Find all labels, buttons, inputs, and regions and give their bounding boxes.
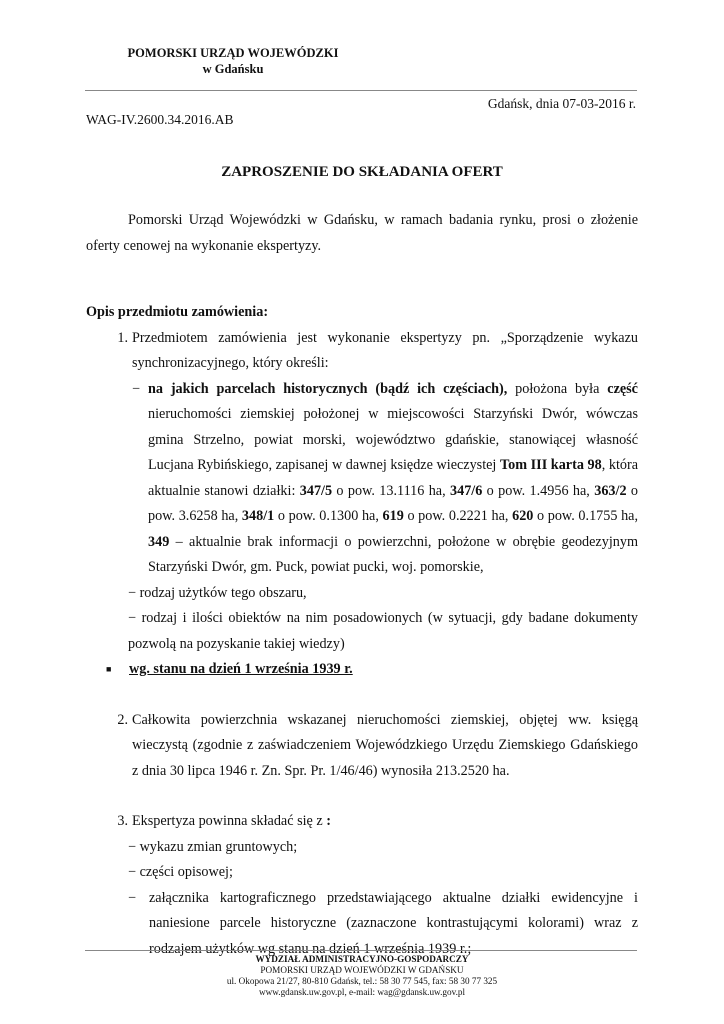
office-name: POMORSKI URZĄD WOJEWÓDZKI [127, 46, 339, 60]
intro-paragraph: Pomorski Urząd Wojewódzki w Gdańsku, w ramach badania rynku, prosi o złożenie oferty cenowej na wykonanie ekspertyzy. [86, 212, 638, 254]
footer-divider [85, 950, 637, 951]
list-item-number: 3. [117, 813, 128, 829]
reference-number: WAG-IV.2600.34.2016.AB [86, 112, 234, 127]
square-bullet-icon: ■ [106, 664, 112, 674]
office-header [98, 45, 368, 77]
list-item-text: Przedmiotem zamówienia jest wykonanie ekspertyzy pn. „Sporządzenie wykazu synchronizacyjnego, który określi: [132, 329, 638, 371]
bold-text: Tom III karta 98 [499, 457, 602, 473]
footer-address: ul. Okopowa 21/27, 80-810 Gdańsk, tel.: 58 30 77 545, fax: 58 30 77 325 [226, 976, 498, 986]
list-item-text: Ekspertyza powinna składać się z : [132, 813, 331, 829]
sub-item-objects: − rodzaj i ilości obiektów na nim posadowionych (w sytuacji, gdy badane dokumenty pozwolą na pozyskanie takiej wiedzy) [128, 610, 639, 652]
footer [0, 954, 724, 998]
footer-web: www.gdansk.uw.gov.pl, e-mail: wag@gdansk.uw.gov.pl [258, 987, 466, 997]
dash-mark: − [132, 380, 141, 397]
document-date: Gdańsk, dnia 07-03-2016 r. [487, 96, 636, 111]
list-item-3 [86, 809, 638, 962]
sub-item-description: − części opisowej; [128, 864, 233, 880]
document-body [86, 208, 638, 962]
sub-item-map: − załącznika kartograficznego przedstawiającego aktualne działki ewidencyjne i naniesione parcele historyczne (zaznaczone kontrastującymi kolorami) wraz z rodzajem użytków wg stanu na dzień 1 września 1939 r.; [128, 889, 638, 957]
header-divider [85, 90, 637, 91]
sub-item-land-use: − rodzaj użytków tego obszaru, [128, 584, 307, 601]
bullet-text: wg. stanu na dzień 1 września 1939 r. [129, 661, 353, 677]
list-item-number: 1. [117, 329, 128, 346]
list-item-text: Całkowita powierzchnia wskazanej nieruchomości ziemskiej, objętej ww. księgą wieczystą (zgodnie z zaświadczeniem Wojewódzkiego Urzędu Ziemskiego Gdańskiego z dnia 30 lipca 1946 r. Zn. Spr. Pr. 1/46/46) wynosiła 213.2520 ha. [132, 711, 638, 779]
list-item-1 [86, 326, 638, 658]
page-title: ZAPROSZENIE DO SKŁADANIA OFERT [221, 164, 503, 180]
footer-department: WYDZIAŁ ADMINISTRACYJNO-GOSPODARCZY [255, 954, 469, 964]
bold-text: na jakich parcelach historycznych (bądź ich częściach), [148, 380, 508, 397]
office-city: w Gdańsku [202, 62, 264, 76]
list-item-2 [86, 708, 638, 785]
list-item-number: 2. [117, 711, 128, 728]
sub-item-parcels: − na jakich parcelach historycznych (bądź ich częściach), położona była część nieruchomości ziemskiej położonej w miejscowości Starzyński Dwór, wówczas gmina Strzelno, powiat morski, województwo gdańskie, stanowiącej własność Lucjana Rybińskiego, zapisanej w dawnej księdze wieczystej Tom III karta 98, która aktualnie stanowi działki: 347/5 o pow. 13.1116 ha, 347/6 o pow. 1.4956 ha, 363/2 o pow. 3.6258 ha, 348/1 o pow. 0.1300 ha, 619 o pow. 0.2221 ha, 620 o pow. 0.1755 ha, 349 – aktualnie brak informacji o powierzchni, położone w obrębie geodezyjnym Starzyński Dwór, gm. Puck, powiat pucki, woj. pomorskie, [132, 377, 638, 581]
footer-office: POMORSKI URZĄD WOJEWÓDZKI W GDAŃSKU [260, 965, 464, 975]
bold-text: część [607, 380, 638, 397]
section-heading: Opis przedmiotu zamówienia: [86, 304, 269, 320]
sub-item-changes: − wykazu zmian gruntowych; [128, 838, 298, 855]
bullet-item [106, 657, 638, 683]
